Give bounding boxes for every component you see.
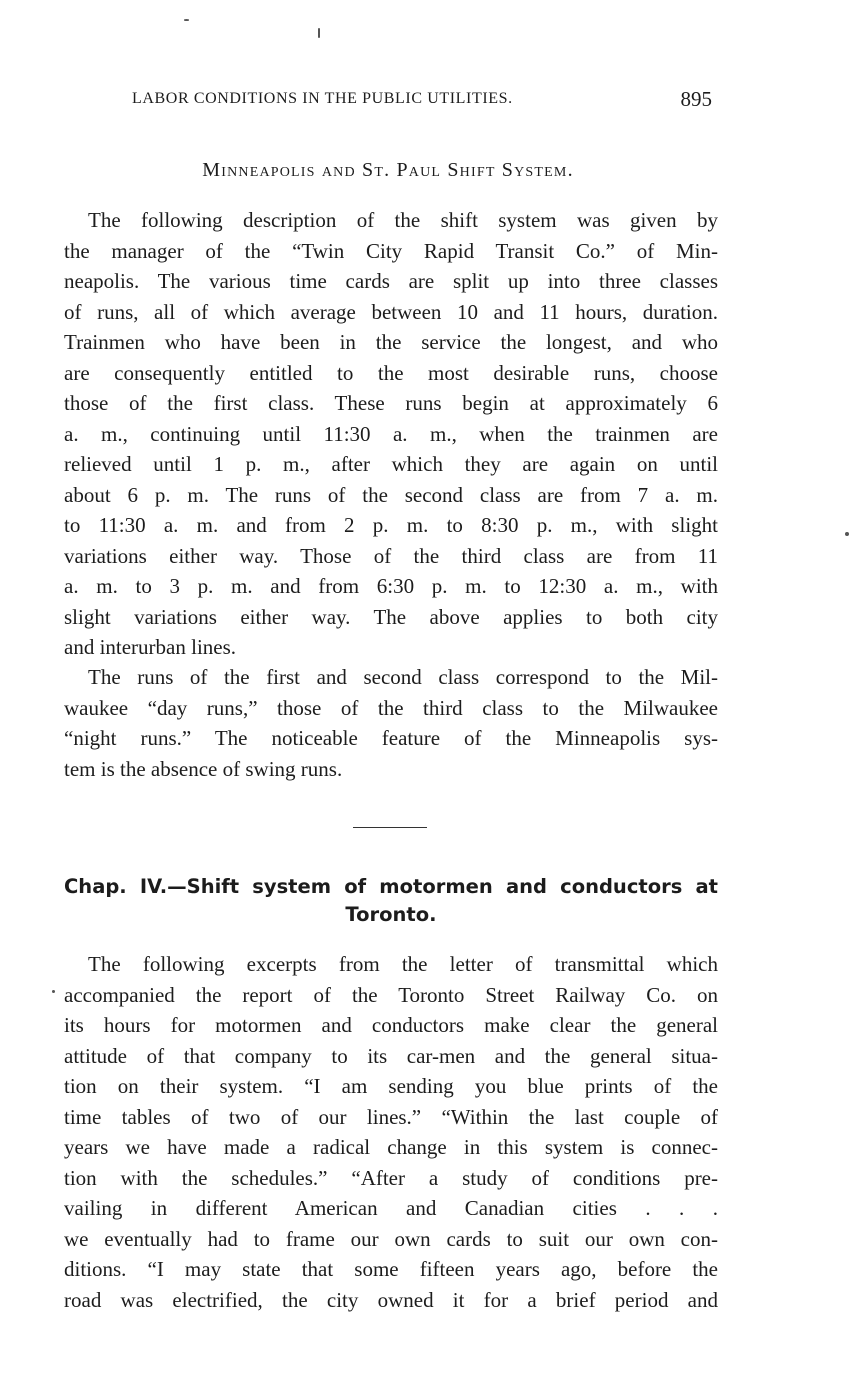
- running-head-title: LABOR CONDITIONS IN THE PUBLIC UTILITIES.: [132, 90, 513, 107]
- text-line: ditions. “I may state that some fifteen years ago, before the: [64, 1257, 718, 1281]
- text-line: variations either way. Those of the third class are from 11: [64, 543, 718, 568]
- text-line: a. m. to 3 p. m. and from 6:30 p. m. to 12:30 a. m., with: [64, 574, 718, 598]
- text-line: its hours for motormen and conductors make clear the general: [64, 1013, 718, 1037]
- paragraph-run-comparison: [64, 662, 718, 784]
- text-line: The following description of the shift system was given by: [88, 208, 718, 232]
- text-line: The runs of the first and second class correspond to the Mil-: [88, 665, 718, 689]
- text-line: waukee “day runs,” those of the third class to the Milwaukee: [64, 695, 718, 720]
- text-line: about 6 p. m. The runs of the second class are from 7 a. m.: [64, 482, 718, 507]
- text-line: relieved until 1 p. m., after which they are again on until: [64, 452, 718, 476]
- scan-speck: [52, 990, 55, 993]
- text-line: years we have made a radical change in this system is connec-: [64, 1135, 718, 1159]
- scan-speck: [184, 19, 189, 21]
- text-line: “night runs.” The noticeable feature of the Minneapolis sys-: [64, 726, 718, 750]
- text-line: attitude of that company to its car-men and the general situa-: [64, 1043, 718, 1068]
- page-number: 895: [680, 87, 712, 111]
- text-line: neapolis. The various time cards are split up into three classes: [64, 269, 718, 293]
- text-line: vailing in different American and Canadian cities . . .: [64, 1196, 718, 1220]
- section-heading: Minneapolis and St. Paul Shift System.: [202, 159, 574, 181]
- text-line: those of the first class. These runs begin at approximately 6: [64, 391, 718, 415]
- text-line: slight variations either way. The above applies to both city: [64, 604, 718, 629]
- text-line: tion on their system. “I am sending you blue prints of the: [64, 1074, 718, 1098]
- text-line: tem is the absence of swing runs.: [64, 756, 343, 781]
- text-line: accompanied the report of the Toronto Street Railway Co. on: [64, 982, 718, 1007]
- scan-speck: [845, 532, 849, 536]
- text-line: road was electrified, the city owned it for a brief period and: [64, 1287, 718, 1312]
- running-head: [64, 87, 712, 118]
- text-line: are consequently entitled to the most desirable runs, choose: [64, 360, 718, 385]
- chapter-heading-line: Toronto.: [345, 903, 437, 926]
- text-line: a. m., continuing until 11:30 a. m., when the trainmen are: [64, 421, 718, 446]
- paragraph-shift-description: [64, 205, 718, 663]
- text-line: to 11:30 a. m. and from 2 p. m. to 8:30 p. m., with slight: [64, 513, 718, 537]
- text-line: we eventually had to frame our own cards to suit our own con-: [64, 1226, 718, 1251]
- paragraph-toronto-excerpts: [64, 949, 718, 1315]
- text-line: and interurban lines.: [64, 635, 237, 659]
- text-line: The following excerpts from the letter of transmittal which: [88, 952, 718, 976]
- scan-speck: [318, 28, 320, 38]
- chapter-heading: [64, 873, 718, 929]
- text-line: the manager of the “Twin City Rapid Transit Co.” of Min-: [64, 238, 718, 263]
- text-line: time tables of two of our lines.” “Within the last couple of: [64, 1104, 718, 1129]
- text-line: Trainmen who have been in the service the longest, and who: [64, 330, 718, 354]
- text-line: tion with the schedules.” “After a study of conditions pre-: [64, 1165, 718, 1190]
- text-line: of runs, all of which average between 10 and 11 hours, duration.: [64, 299, 718, 324]
- chapter-heading-line: Chap. IV.—Shift system of motormen and conductors at: [64, 875, 718, 898]
- section-divider: [353, 827, 427, 828]
